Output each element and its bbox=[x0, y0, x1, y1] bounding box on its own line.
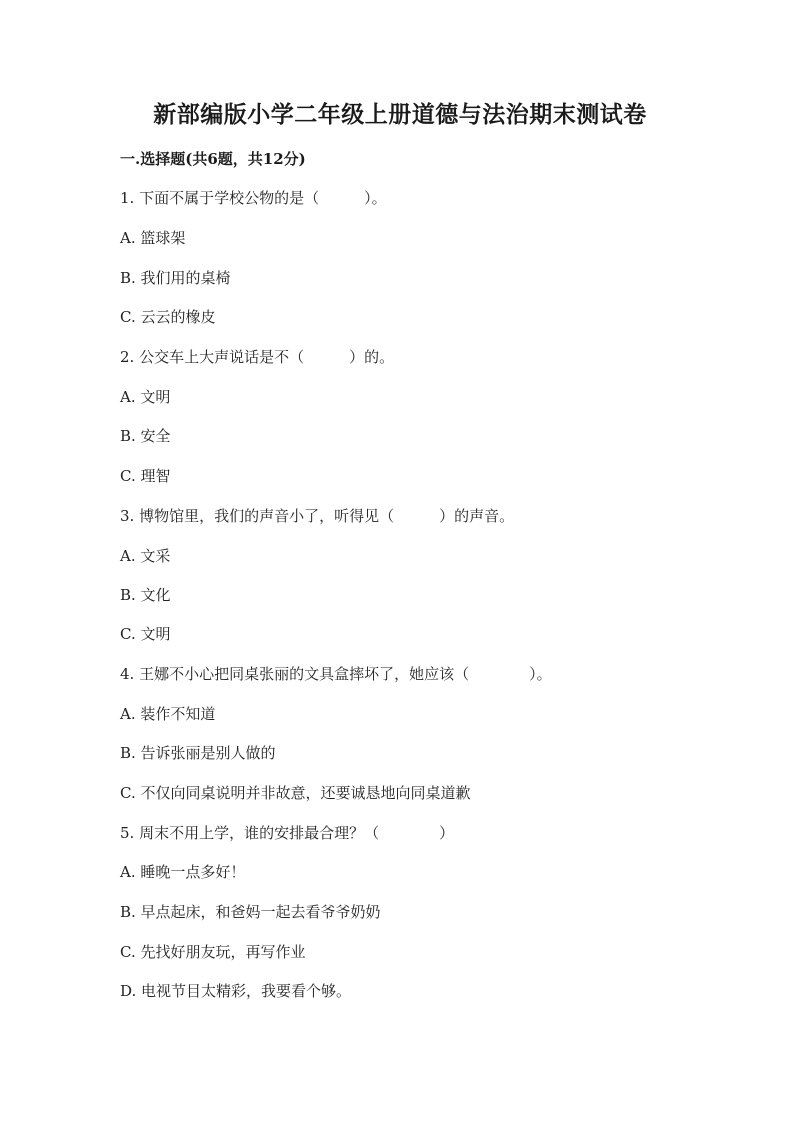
question-option: B. 文化 bbox=[120, 586, 171, 604]
question-option: D. 电视节目太精彩，我要看个够。 bbox=[120, 982, 352, 1000]
question-option: C. 云云的橡皮 bbox=[120, 308, 216, 326]
question-option: A. 装作不知道 bbox=[120, 705, 216, 723]
question-option: A. 睡晚一点多好！ bbox=[120, 863, 246, 881]
question-stem: 4. 王娜不小心把同桌张丽的文具盒摔坏了，她应该（ ）。 bbox=[120, 665, 552, 683]
question-option: B. 安全 bbox=[120, 427, 171, 445]
question-option: C. 文明 bbox=[120, 625, 171, 643]
question-option: B. 我们用的桌椅 bbox=[120, 269, 231, 287]
question-stem: 5. 周末不用上学，谁的安排最合理？（ ） bbox=[120, 824, 455, 842]
question-option: A. 文明 bbox=[120, 388, 171, 406]
question-stem: 2. 公交车上大声说话是不（ ）的。 bbox=[120, 348, 395, 366]
section-heading: 一.选择题(共6题，共12分) bbox=[120, 150, 306, 168]
question-option: A. 篮球架 bbox=[120, 229, 186, 247]
page-title: 新部编版小学二年级上册道德与法治期末测试卷 bbox=[153, 101, 647, 128]
question-option: C. 理智 bbox=[120, 467, 171, 485]
question-option: B. 早点起床，和爸妈一起去看爷爷奶奶 bbox=[120, 903, 381, 921]
question-option: C. 不仅向同桌说明并非故意，还要诚恳地向同桌道歉 bbox=[120, 784, 471, 802]
question-option: A. 文采 bbox=[120, 547, 171, 565]
question-option: C. 先找好朋友玩，再写作业 bbox=[120, 943, 306, 961]
question-stem: 1. 下面不属于学校公物的是（ ）。 bbox=[120, 189, 387, 207]
question-stem: 3. 博物馆里，我们的声音小了，听得见（ ）的声音。 bbox=[120, 507, 515, 525]
question-option: B. 告诉张丽是别人做的 bbox=[120, 744, 276, 762]
